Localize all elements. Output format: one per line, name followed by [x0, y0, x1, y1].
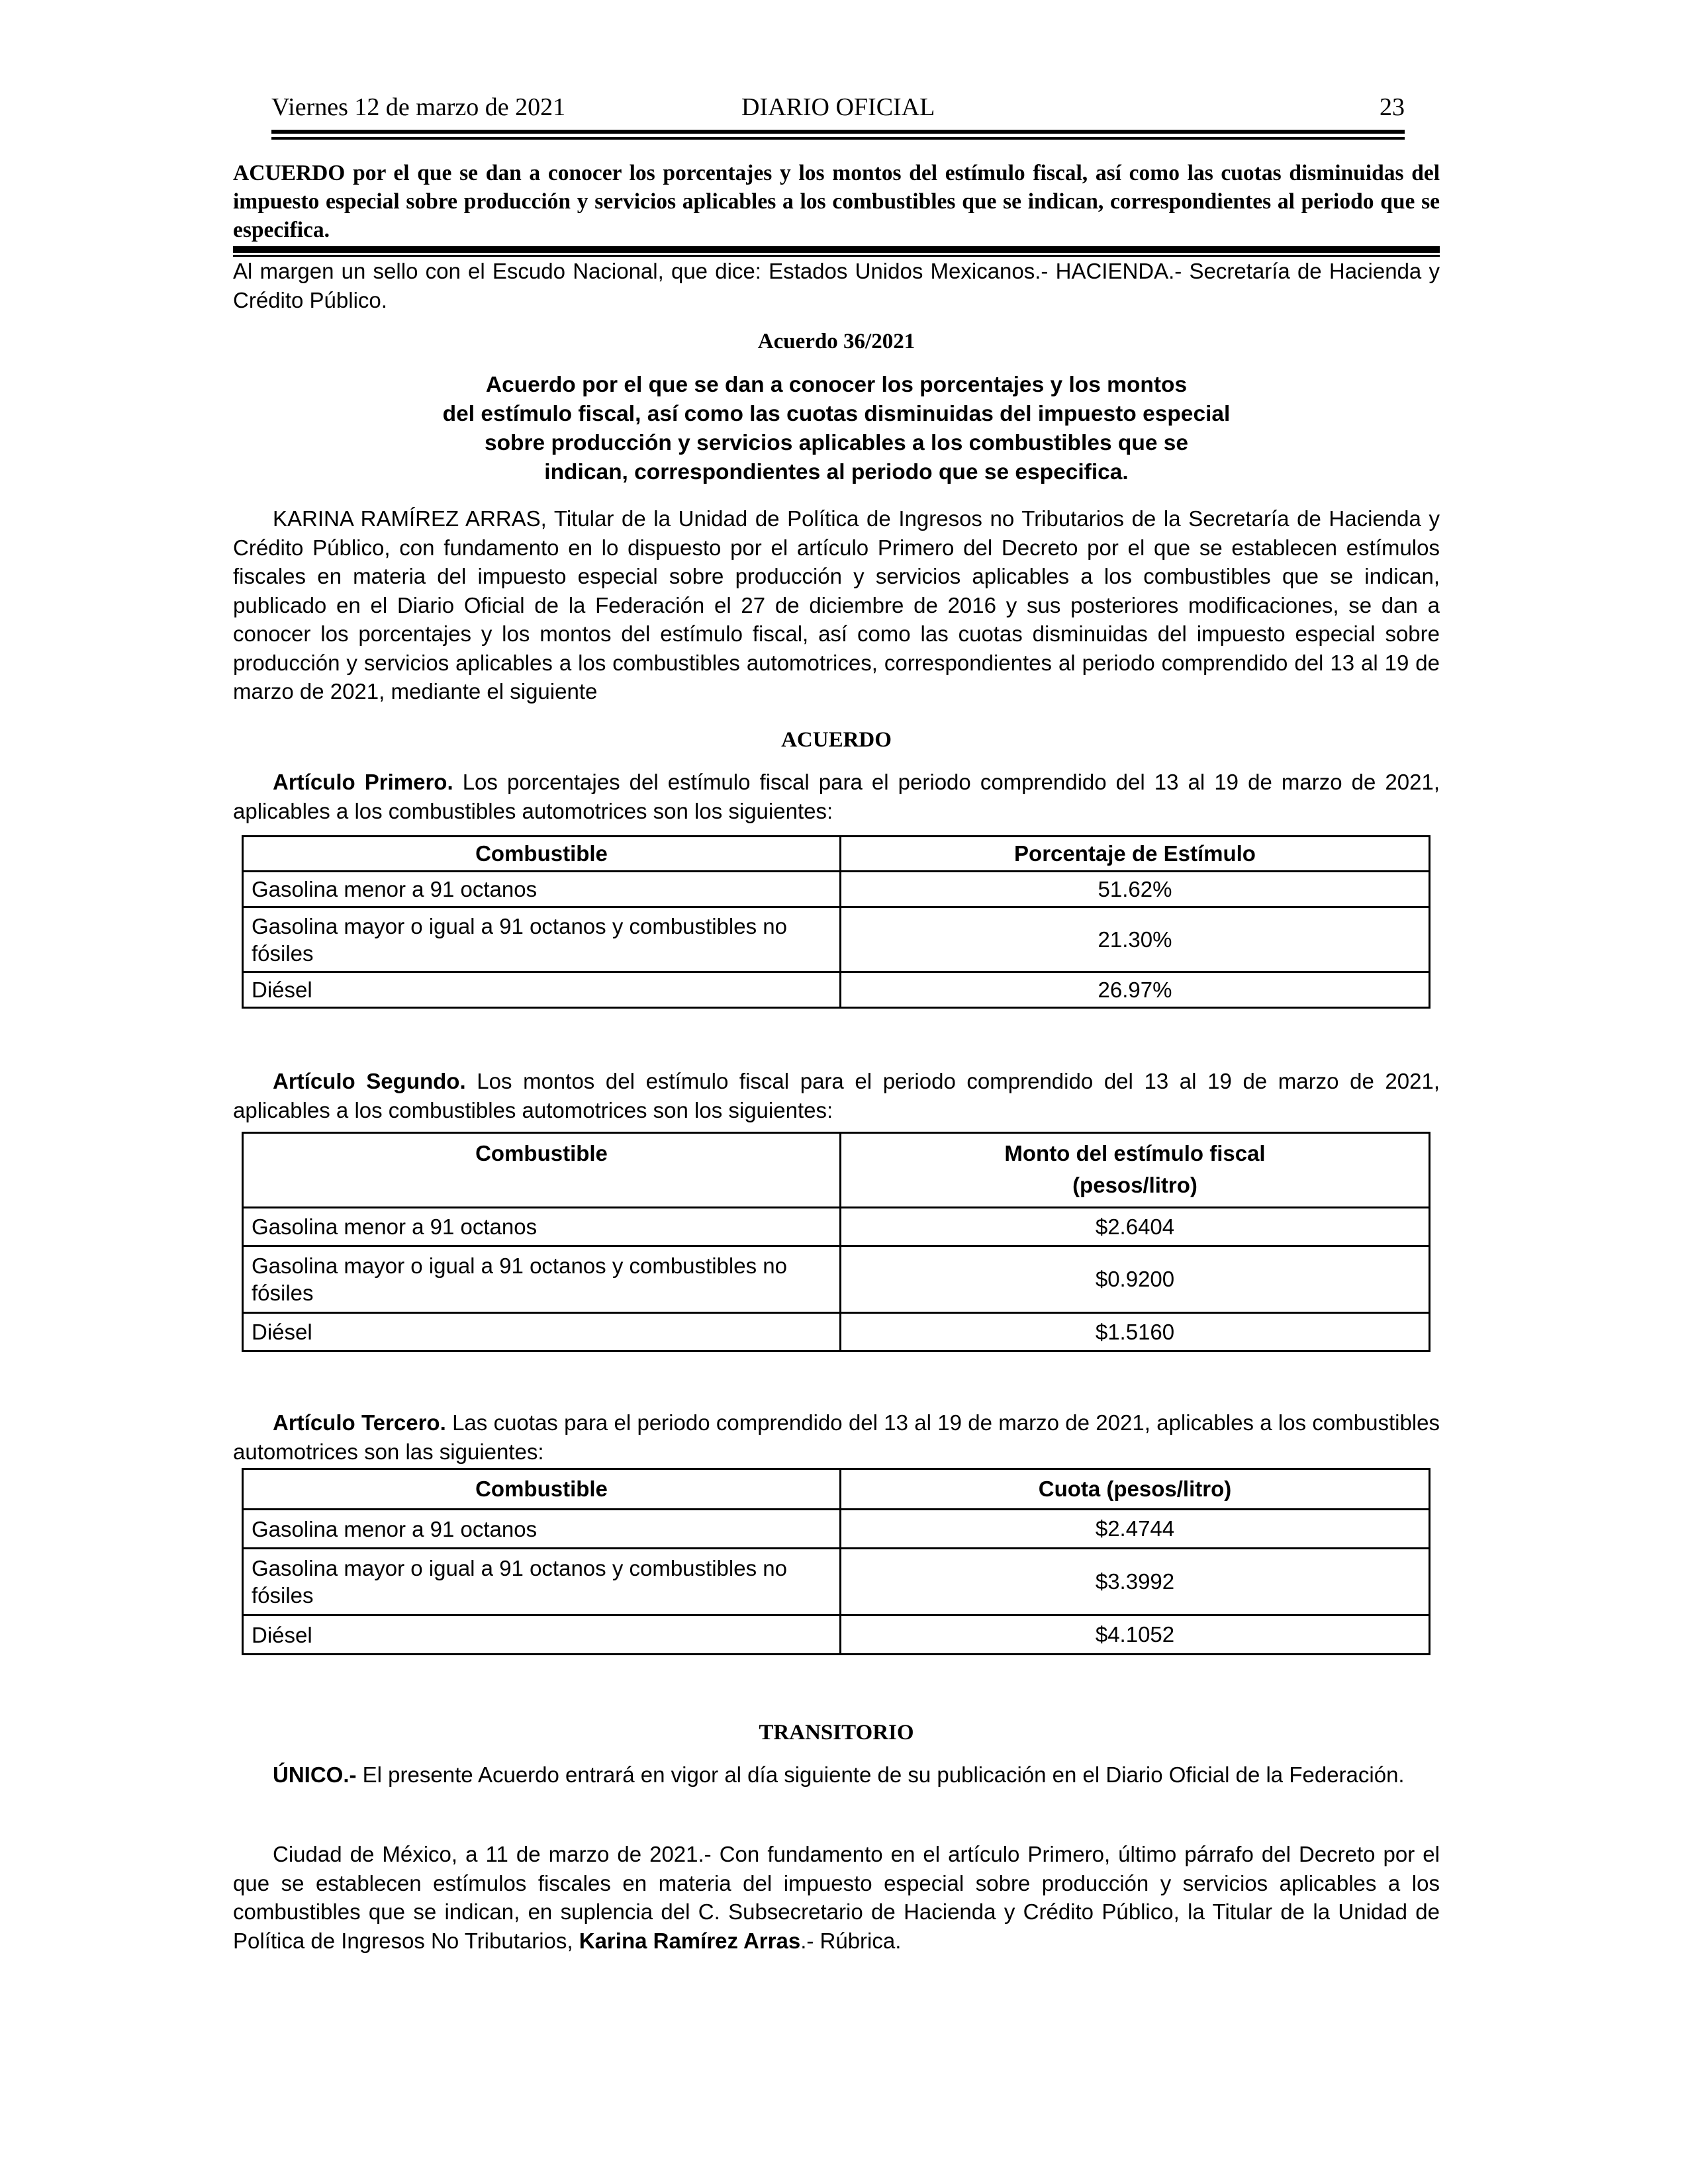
header-publication: DIARIO OFICIAL — [741, 93, 935, 121]
article-label: Artículo Primero. — [273, 770, 453, 794]
table-row — [243, 1615, 1430, 1655]
agreement-subtitle — [233, 371, 1440, 487]
subtitle-line: Acuerdo por el que se dan a conocer los porcentajes y los montos — [485, 373, 1188, 397]
header-date: Viernes 12 de marzo de 2021 — [271, 93, 566, 121]
unico-paragraph — [233, 1760, 1440, 1790]
article-text: Las cuotas para el periodo comprendido del 13 al 19 de marzo de 2021, aplicables a los combustibles automotrices son las siguientes: — [233, 1410, 1440, 1464]
header-rule-thin — [271, 137, 1405, 140]
fuel-name: Diésel — [243, 1313, 841, 1351]
column-header: Cuota (pesos/litro) — [841, 1469, 1430, 1510]
article-segundo — [233, 1067, 1440, 1124]
fuel-name: Gasolina menor a 91 octanos — [243, 872, 841, 907]
stimulus-amount-table — [242, 1132, 1430, 1352]
column-header: Combustible — [243, 1133, 841, 1208]
table-header-row — [243, 837, 1430, 872]
fuel-value: $1.5160 — [841, 1313, 1430, 1351]
article-label: Artículo Tercero. — [273, 1410, 446, 1435]
fuel-name: Gasolina mayor o igual a 91 octanos y combustibles no fósiles — [243, 1246, 841, 1313]
fuel-value: $4.1052 — [841, 1615, 1430, 1655]
table-row — [243, 907, 1430, 972]
column-header-line: (pesos/litro) — [1072, 1173, 1197, 1197]
closing-text: Ciudad de México, a 11 de marzo de 2021.- Con fundamento en el artículo Primero, último párrafo del Decreto por el que se establecen estímulos fiscales en materia del impuesto especial sobre producción y servicios aplicables a los combustibles que se indican, en suplencia del C. Subsecretario de Hacienda y Crédito Público, la Titular de la Unidad de Política de Ingresos No Tributarios, — [233, 1842, 1440, 1953]
fuel-name: Gasolina menor a 91 octanos — [243, 1510, 841, 1549]
seal-text: Al margen un sello con el Escudo Nacional, que dice: Estados Unidos Mexicanos.- HACIENDA.- Secretaría de Hacienda y Crédito Público. — [233, 259, 1440, 312]
subtitle-line: del estímulo fiscal, así como las cuotas disminuidas del impuesto especial — [442, 402, 1231, 426]
table-row — [243, 972, 1430, 1008]
header-rule — [271, 130, 1405, 134]
fuel-name: Gasolina mayor o igual a 91 octanos y combustibles no fósiles — [243, 907, 841, 972]
fuel-name: Gasolina mayor o igual a 91 octanos y combustibles no fósiles — [243, 1549, 841, 1615]
fuel-value: 26.97% — [841, 972, 1430, 1008]
stimulus-percentage-table — [242, 835, 1430, 1009]
column-header: Combustible — [243, 837, 841, 872]
fuel-name: Gasolina menor a 91 octanos — [243, 1208, 841, 1246]
unico-label: ÚNICO.- — [273, 1762, 357, 1787]
document-title — [233, 159, 1440, 244]
fuel-value: 51.62% — [841, 872, 1430, 907]
fuel-value: $2.4744 — [841, 1510, 1430, 1549]
table-row — [243, 1246, 1430, 1313]
fuel-value: 21.30% — [841, 907, 1430, 972]
table-row — [243, 1313, 1430, 1351]
intro-paragraph: KARINA RAMÍREZ ARRAS, Titular de la Unidad de Política de Ingresos no Tributarios de la Secretaría de Hacienda y Crédito Público, con fundamento en lo dispuesto por el artículo Primero del Decreto por el que se establecen estímulos fiscales en materia del impuesto especial sobre producción y servicios aplicables a los combustibles que se indican, publicado en el Diario Oficial de la Federación el 27 de diciembre de 2016 y sus posteriores modificaciones, se dan a conocer los porcentajes y los montos del estímulo fiscal, así como las cuotas disminuidas del impuesto especial sobre producción y servicios aplicables a los combustibles automotrices, correspondientes al periodo comprendido del 13 al 19 de marzo de 2021, mediante el siguiente — [233, 506, 1440, 704]
article-primero — [233, 768, 1440, 825]
table-row — [243, 872, 1430, 907]
closing-suffix: .- Rúbrica. — [800, 1928, 902, 1953]
article-text: Los montos del estímulo fiscal para el periodo comprendido del 13 al 19 de marzo de 2021, aplicables a los combustibles automotrices son los siguientes: — [233, 1069, 1440, 1122]
unico-text: El presente Acuerdo entrará en vigor al día siguiente de su publicación en el Diario Oficial de la Federación. — [356, 1762, 1405, 1787]
transitorio-heading: TRANSITORIO — [759, 1721, 914, 1745]
table-row — [243, 1549, 1430, 1615]
document-title-rest: por el que se dan a conocer los porcentajes y los montos del estímulo fiscal, así como las cuotas disminuidas del impuesto especial sobre producción y servicios aplicables a los combustibles que se indican, correspondientes al periodo que se especifica. — [233, 161, 1440, 242]
signer-name: Karina Ramírez Arras — [579, 1928, 801, 1953]
subtitle-line: sobre producción y servicios aplicables a los combustibles que se — [484, 431, 1189, 455]
column-header-line: Monto del estímulo fiscal — [1004, 1141, 1266, 1165]
fuel-name: Diésel — [243, 972, 841, 1008]
article-tercero — [233, 1408, 1440, 1466]
document-title-lead: ACUERDO — [233, 161, 346, 185]
fuel-name: Diésel — [243, 1615, 841, 1655]
header-page-number: 23 — [1380, 93, 1405, 121]
acuerdo-heading: ACUERDO — [781, 728, 892, 752]
table-header-row — [243, 1133, 1430, 1208]
fuel-value: $2.6404 — [841, 1208, 1430, 1246]
table-row — [243, 1510, 1430, 1549]
column-header: Combustible — [243, 1469, 841, 1510]
agreement-number: Acuerdo 36/2021 — [757, 330, 915, 353]
table-header-row — [243, 1469, 1430, 1510]
table-row — [243, 1208, 1430, 1246]
column-header — [841, 1133, 1430, 1208]
quota-table — [242, 1468, 1430, 1655]
fuel-value: $3.3992 — [841, 1549, 1430, 1615]
closing-paragraph — [233, 1840, 1440, 1955]
column-header: Porcentaje de Estímulo — [841, 837, 1430, 872]
subtitle-line: indican, correspondientes al periodo que se especifica. — [544, 460, 1129, 484]
running-header — [271, 93, 1405, 126]
article-text: Los porcentajes del estímulo fiscal para el periodo comprendido del 13 al 19 de marzo de 2021, aplicables a los combustibles automotrices son los siguientes: — [233, 770, 1440, 823]
title-rule — [233, 246, 1440, 253]
fuel-value: $0.9200 — [841, 1246, 1430, 1313]
article-label: Artículo Segundo. — [273, 1069, 466, 1093]
